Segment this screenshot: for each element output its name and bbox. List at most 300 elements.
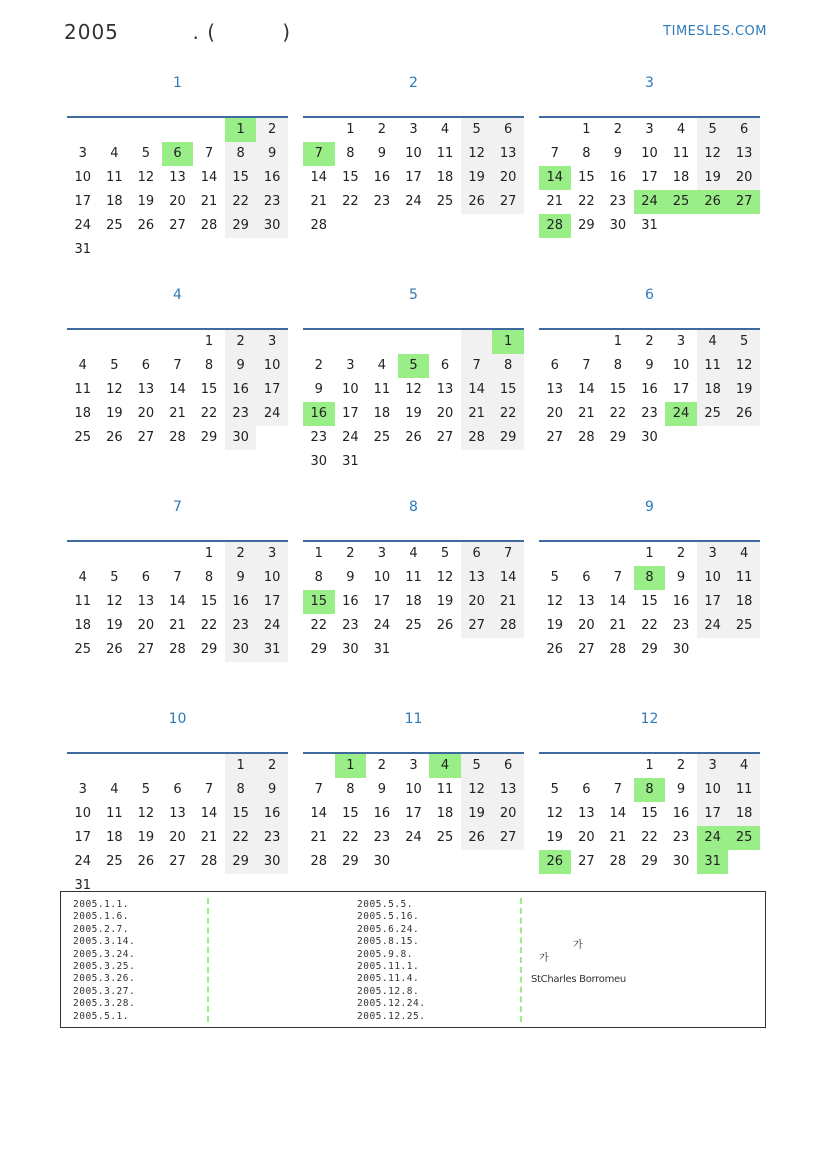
day-cell[interactable]: 29 (578, 218, 595, 233)
day-cell[interactable]: 23 (256, 826, 288, 850)
day-cell[interactable]: 30 (225, 638, 257, 662)
day-cell[interactable]: 26 (728, 402, 760, 426)
day-cell[interactable]: 7 (613, 782, 623, 797)
day-cell[interactable]: 14 (578, 382, 595, 397)
day-cell[interactable]: 1 (204, 546, 214, 561)
day-cell[interactable]: 31 (74, 242, 92, 257)
day-cell[interactable]: 17 (256, 590, 288, 614)
day-cell[interactable]: 10 (405, 782, 422, 797)
day-cell[interactable]: 7 (582, 358, 591, 373)
day-cell[interactable]: 12 (106, 594, 123, 609)
day-cell[interactable]: 16 (641, 382, 658, 397)
day-cell[interactable]: 20 (169, 194, 186, 209)
day-cell[interactable]: 28 (461, 426, 493, 450)
day-cell[interactable]: 14 (169, 594, 186, 609)
day-cell[interactable]: 7 (173, 358, 182, 373)
day-cell[interactable]: 24 (665, 402, 697, 426)
day-cell[interactable]: 27 (461, 614, 493, 638)
day-cell[interactable]: 10 (697, 778, 729, 802)
day-cell[interactable]: 24 (697, 826, 729, 850)
day-cell[interactable]: 25 (373, 430, 391, 445)
day-cell[interactable]: 9 (613, 146, 623, 161)
day-cell[interactable]: 29 (342, 854, 359, 869)
day-cell[interactable]: 27 (492, 190, 524, 214)
day-cell[interactable]: 1 (225, 118, 257, 142)
day-cell[interactable]: 14 (539, 166, 571, 190)
day-cell[interactable]: 24 (342, 430, 359, 445)
day-cell[interactable]: 23 (342, 618, 359, 633)
day-cell[interactable]: 13 (137, 594, 155, 609)
day-cell[interactable]: 7 (314, 782, 323, 797)
day-cell[interactable]: 23 (609, 194, 627, 209)
day-cell[interactable]: 29 (641, 642, 658, 657)
day-cell[interactable]: 21 (492, 590, 524, 614)
day-cell[interactable]: 18 (436, 806, 454, 821)
day-cell[interactable]: 13 (492, 142, 524, 166)
day-cell[interactable]: 11 (672, 146, 690, 161)
day-cell[interactable]: 6 (582, 570, 591, 585)
day-cell[interactable]: 31 (74, 878, 92, 893)
day-cell[interactable]: 17 (697, 802, 729, 826)
day-cell[interactable]: 3 (409, 758, 418, 773)
day-cell[interactable]: 8 (225, 778, 257, 802)
day-cell[interactable]: 25 (728, 614, 760, 638)
day-cell[interactable]: 29 (225, 850, 257, 874)
day-cell[interactable]: 2 (225, 542, 257, 566)
day-cell[interactable]: 15 (342, 170, 359, 185)
day-cell[interactable]: 15 (200, 382, 218, 397)
day-cell[interactable]: 15 (200, 594, 218, 609)
day-cell[interactable]: 18 (728, 802, 760, 826)
day-cell[interactable]: 8 (346, 146, 355, 161)
day-cell[interactable]: 17 (256, 378, 288, 402)
day-cell[interactable]: 2 (676, 758, 686, 773)
day-cell[interactable]: 31 (697, 850, 729, 874)
day-cell[interactable]: 11 (697, 354, 729, 378)
day-cell[interactable]: 27 (169, 854, 186, 869)
day-cell[interactable]: 6 (141, 570, 151, 585)
day-cell[interactable]: 6 (141, 358, 151, 373)
day-cell[interactable]: 30 (641, 430, 658, 445)
day-cell[interactable]: 2 (256, 754, 288, 778)
day-cell[interactable]: 15 (641, 806, 658, 821)
day-cell[interactable]: 10 (405, 146, 422, 161)
day-cell[interactable]: 25 (74, 642, 92, 657)
day-cell[interactable]: 22 (578, 194, 595, 209)
day-cell[interactable]: 14 (609, 806, 627, 821)
day-cell[interactable]: 1 (346, 122, 355, 137)
day-cell[interactable]: 22 (225, 190, 257, 214)
day-cell[interactable]: 19 (405, 406, 422, 421)
day-cell[interactable]: 4 (676, 122, 686, 137)
day-cell[interactable]: 10 (256, 354, 288, 378)
day-cell[interactable]: 21 (546, 194, 564, 209)
day-cell[interactable]: 17 (672, 382, 690, 397)
day-cell[interactable]: 14 (200, 806, 218, 821)
day-cell[interactable]: 19 (436, 594, 454, 609)
day-cell[interactable]: 24 (256, 402, 288, 426)
day-cell[interactable]: 24 (697, 614, 729, 638)
day-cell[interactable]: 5 (440, 546, 450, 561)
day-cell[interactable]: 6 (461, 542, 493, 566)
day-cell[interactable]: 2 (256, 118, 288, 142)
day-cell[interactable]: 26 (461, 826, 493, 850)
day-cell[interactable]: 19 (137, 830, 155, 845)
day-cell[interactable]: 8 (492, 354, 524, 378)
day-cell[interactable]: 25 (436, 194, 454, 209)
day-cell[interactable]: 26 (539, 850, 571, 874)
day-cell[interactable]: 11 (436, 146, 454, 161)
day-cell[interactable]: 4 (697, 330, 729, 354)
day-cell[interactable]: 5 (728, 330, 760, 354)
day-cell[interactable]: 25 (436, 830, 454, 845)
day-cell[interactable]: 26 (436, 618, 454, 633)
day-cell[interactable]: 1 (314, 546, 323, 561)
day-cell[interactable]: 23 (225, 614, 257, 638)
day-cell[interactable]: 16 (373, 170, 391, 185)
day-cell[interactable]: 27 (169, 218, 186, 233)
day-cell[interactable]: 6 (492, 754, 524, 778)
day-cell[interactable]: 13 (137, 382, 155, 397)
day-cell[interactable]: 27 (578, 642, 595, 657)
day-cell[interactable]: 6 (728, 118, 760, 142)
day-cell[interactable]: 19 (461, 802, 493, 826)
day-cell[interactable]: 9 (256, 778, 288, 802)
day-cell[interactable]: 18 (672, 170, 690, 185)
day-cell[interactable]: 5 (550, 782, 559, 797)
day-cell[interactable]: 31 (373, 642, 391, 657)
day-cell[interactable]: 26 (461, 190, 493, 214)
day-cell[interactable]: 21 (609, 830, 627, 845)
day-cell[interactable]: 10 (342, 382, 359, 397)
day-cell[interactable]: 18 (697, 378, 729, 402)
day-cell[interactable]: 15 (609, 382, 627, 397)
day-cell[interactable]: 16 (609, 170, 627, 185)
day-cell[interactable]: 9 (676, 570, 686, 585)
day-cell[interactable]: 15 (225, 166, 257, 190)
day-cell[interactable]: 5 (697, 118, 729, 142)
day-cell[interactable]: 8 (204, 570, 214, 585)
day-cell[interactable]: 4 (429, 754, 461, 778)
day-cell[interactable]: 30 (609, 218, 627, 233)
day-cell[interactable]: 13 (436, 382, 454, 397)
day-cell[interactable]: 9 (645, 358, 654, 373)
day-cell[interactable]: 7 (204, 782, 214, 797)
day-cell[interactable]: 1 (645, 546, 654, 561)
day-cell[interactable]: 23 (641, 406, 658, 421)
day-cell[interactable]: 9 (225, 566, 257, 590)
day-cell[interactable]: 1 (204, 334, 214, 349)
day-cell[interactable]: 8 (204, 358, 214, 373)
day-cell[interactable]: 11 (106, 170, 123, 185)
day-cell[interactable]: 10 (74, 806, 92, 821)
day-cell[interactable]: 27 (137, 642, 155, 657)
day-cell[interactable]: 4 (440, 122, 450, 137)
day-cell[interactable]: 18 (373, 406, 391, 421)
day-cell[interactable]: 20 (169, 830, 186, 845)
day-cell[interactable]: 7 (613, 570, 623, 585)
day-cell[interactable]: 13 (728, 142, 760, 166)
day-cell[interactable]: 27 (728, 190, 760, 214)
day-cell[interactable]: 13 (461, 566, 493, 590)
day-cell[interactable]: 27 (492, 826, 524, 850)
day-cell[interactable]: 23 (672, 618, 690, 633)
day-cell[interactable]: 11 (405, 570, 422, 585)
day-cell[interactable]: 7 (492, 542, 524, 566)
day-cell[interactable]: 3 (256, 330, 288, 354)
day-cell[interactable]: 20 (461, 590, 493, 614)
day-cell[interactable]: 22 (609, 406, 627, 421)
day-cell[interactable]: 22 (641, 830, 658, 845)
day-cell[interactable]: 22 (310, 618, 328, 633)
day-cell[interactable]: 19 (728, 378, 760, 402)
day-cell[interactable]: 18 (728, 590, 760, 614)
day-cell[interactable]: 1 (613, 334, 623, 349)
day-cell[interactable]: 4 (110, 782, 119, 797)
day-cell[interactable]: 12 (546, 594, 564, 609)
day-cell[interactable]: 27 (578, 854, 595, 869)
day-cell[interactable]: 19 (106, 406, 123, 421)
day-cell[interactable]: 15 (342, 806, 359, 821)
day-cell[interactable]: 4 (377, 358, 387, 373)
day-cell[interactable]: 16 (225, 378, 257, 402)
day-cell[interactable]: 2 (377, 758, 387, 773)
day-cell[interactable]: 21 (310, 830, 328, 845)
day-cell[interactable]: 5 (141, 146, 151, 161)
day-cell[interactable]: 19 (546, 618, 564, 633)
day-cell[interactable]: 27 (137, 430, 155, 445)
day-cell[interactable]: 20 (137, 406, 155, 421)
day-cell[interactable]: 20 (492, 166, 524, 190)
day-cell[interactable]: 27 (436, 430, 454, 445)
day-cell[interactable]: 29 (200, 642, 218, 657)
day-cell[interactable]: 24 (373, 618, 391, 633)
day-cell[interactable]: 4 (728, 542, 760, 566)
day-cell[interactable]: 16 (256, 166, 288, 190)
day-cell[interactable]: 21 (169, 618, 186, 633)
day-cell[interactable]: 11 (728, 566, 760, 590)
day-cell[interactable]: 25 (405, 618, 422, 633)
day-cell[interactable]: 16 (373, 806, 391, 821)
day-cell[interactable]: 26 (106, 642, 123, 657)
day-cell[interactable]: 28 (609, 854, 627, 869)
day-cell[interactable]: 30 (672, 854, 690, 869)
day-cell[interactable]: 1 (225, 754, 257, 778)
day-cell[interactable]: 10 (373, 570, 391, 585)
day-cell[interactable]: 11 (728, 778, 760, 802)
day-cell[interactable]: 9 (377, 782, 387, 797)
day-cell[interactable]: 10 (697, 566, 729, 590)
day-cell[interactable]: 26 (697, 190, 729, 214)
day-cell[interactable]: 25 (106, 218, 123, 233)
day-cell[interactable]: 2 (225, 330, 257, 354)
day-cell[interactable]: 1 (335, 754, 367, 778)
day-cell[interactable]: 12 (436, 570, 454, 585)
day-cell[interactable]: 3 (78, 782, 87, 797)
day-cell[interactable]: 9 (676, 782, 686, 797)
day-cell[interactable]: 10 (74, 170, 92, 185)
day-cell[interactable]: 20 (578, 830, 595, 845)
day-cell[interactable]: 17 (74, 830, 92, 845)
day-cell[interactable]: 22 (641, 618, 658, 633)
day-cell[interactable]: 20 (137, 618, 155, 633)
day-cell[interactable]: 20 (546, 406, 564, 421)
day-cell[interactable]: 5 (398, 354, 430, 378)
day-cell[interactable]: 13 (492, 778, 524, 802)
day-cell[interactable]: 12 (546, 806, 564, 821)
day-cell[interactable]: 12 (106, 382, 123, 397)
day-cell[interactable]: 8 (346, 782, 355, 797)
day-cell[interactable]: 29 (492, 426, 524, 450)
day-cell[interactable]: 29 (225, 214, 257, 238)
day-cell[interactable]: 20 (436, 406, 454, 421)
day-cell[interactable]: 14 (169, 382, 186, 397)
day-cell[interactable]: 3 (676, 334, 686, 349)
day-cell[interactable]: 5 (110, 358, 119, 373)
day-cell[interactable]: 21 (200, 830, 218, 845)
day-cell[interactable]: 31 (641, 218, 658, 233)
day-cell[interactable]: 7 (461, 354, 493, 378)
day-cell[interactable]: 26 (405, 430, 422, 445)
day-cell[interactable]: 29 (200, 430, 218, 445)
day-cell[interactable]: 24 (634, 190, 666, 214)
day-cell[interactable]: 15 (578, 170, 595, 185)
day-cell[interactable]: 24 (405, 194, 422, 209)
day-cell[interactable]: 24 (256, 614, 288, 638)
day-cell[interactable]: 9 (346, 570, 355, 585)
day-cell[interactable]: 8 (613, 358, 623, 373)
day-cell[interactable]: 6 (492, 118, 524, 142)
day-cell[interactable]: 13 (546, 382, 564, 397)
day-cell[interactable]: 6 (440, 358, 450, 373)
day-cell[interactable]: 28 (200, 854, 218, 869)
day-cell[interactable]: 21 (310, 194, 328, 209)
day-cell[interactable]: 6 (173, 782, 182, 797)
day-cell[interactable]: 3 (377, 546, 387, 561)
day-cell[interactable]: 12 (728, 354, 760, 378)
day-cell[interactable]: 21 (200, 194, 218, 209)
day-cell[interactable]: 16 (342, 594, 359, 609)
day-cell[interactable]: 30 (256, 214, 288, 238)
day-cell[interactable]: 3 (78, 146, 87, 161)
day-cell[interactable]: 31 (342, 454, 359, 469)
day-cell[interactable]: 2 (613, 122, 623, 137)
day-cell[interactable]: 29 (609, 430, 627, 445)
day-cell[interactable]: 17 (74, 194, 92, 209)
day-cell[interactable]: 11 (436, 782, 454, 797)
day-cell[interactable]: 30 (342, 642, 359, 657)
day-cell[interactable]: 1 (645, 758, 654, 773)
day-cell[interactable]: 16 (672, 806, 690, 821)
day-cell[interactable]: 17 (373, 594, 391, 609)
day-cell[interactable]: 25 (728, 826, 760, 850)
day-cell[interactable]: 18 (436, 170, 454, 185)
day-cell[interactable]: 10 (256, 566, 288, 590)
day-cell[interactable]: 25 (665, 190, 697, 214)
day-cell[interactable]: 5 (461, 754, 493, 778)
day-cell[interactable]: 30 (310, 454, 328, 469)
day-cell[interactable]: 23 (225, 402, 257, 426)
day-cell[interactable]: 10 (672, 358, 690, 373)
day-cell[interactable]: 2 (377, 122, 387, 137)
day-cell[interactable]: 17 (342, 406, 359, 421)
day-cell[interactable]: 28 (609, 642, 627, 657)
day-cell[interactable]: 2 (314, 358, 323, 373)
day-cell[interactable]: 14 (609, 594, 627, 609)
day-cell[interactable]: 28 (310, 854, 328, 869)
day-cell[interactable]: 13 (169, 170, 186, 185)
day-cell[interactable]: 5 (110, 570, 119, 585)
day-cell[interactable]: 16 (672, 594, 690, 609)
day-cell[interactable]: 24 (74, 854, 92, 869)
day-cell[interactable]: 25 (697, 402, 729, 426)
day-cell[interactable]: 19 (106, 618, 123, 633)
day-cell[interactable]: 16 (256, 802, 288, 826)
day-cell[interactable]: 4 (78, 570, 87, 585)
day-cell[interactable]: 26 (137, 218, 155, 233)
day-cell[interactable]: 30 (672, 642, 690, 657)
day-cell[interactable]: 28 (169, 642, 186, 657)
day-cell[interactable]: 9 (314, 382, 323, 397)
day-cell[interactable]: 7 (303, 142, 335, 166)
day-cell[interactable]: 9 (377, 146, 387, 161)
day-cell[interactable]: 18 (74, 618, 92, 633)
day-cell[interactable]: 13 (578, 806, 595, 821)
day-cell[interactable]: 12 (461, 778, 493, 802)
day-cell[interactable]: 11 (74, 382, 92, 397)
day-cell[interactable]: 19 (697, 166, 729, 190)
day-cell[interactable]: 21 (169, 406, 186, 421)
day-cell[interactable]: 18 (106, 830, 123, 845)
day-cell[interactable]: 20 (492, 802, 524, 826)
day-cell[interactable]: 4 (78, 358, 87, 373)
day-cell[interactable]: 15 (225, 802, 257, 826)
day-cell[interactable]: 21 (461, 402, 493, 426)
day-cell[interactable]: 11 (373, 382, 391, 397)
day-cell[interactable]: 16 (303, 402, 335, 426)
day-cell[interactable]: 5 (461, 118, 493, 142)
day-cell[interactable]: 17 (641, 170, 658, 185)
day-cell[interactable]: 23 (373, 194, 391, 209)
day-cell[interactable]: 17 (697, 590, 729, 614)
day-cell[interactable]: 30 (225, 426, 257, 450)
day-cell[interactable]: 28 (169, 430, 186, 445)
day-cell[interactable]: 20 (578, 618, 595, 633)
day-cell[interactable]: 23 (672, 830, 690, 845)
day-cell[interactable]: 23 (310, 430, 328, 445)
day-cell[interactable]: 21 (609, 618, 627, 633)
day-cell[interactable]: 7 (550, 146, 559, 161)
day-cell[interactable]: 14 (200, 170, 218, 185)
day-cell[interactable]: 5 (550, 570, 559, 585)
day-cell[interactable]: 14 (310, 806, 328, 821)
day-cell[interactable]: 31 (256, 638, 288, 662)
day-cell[interactable]: 9 (256, 142, 288, 166)
day-cell[interactable]: 3 (697, 754, 729, 778)
day-cell[interactable]: 27 (546, 430, 564, 445)
day-cell[interactable]: 19 (461, 166, 493, 190)
day-cell[interactable]: 6 (162, 142, 194, 166)
day-cell[interactable]: 30 (373, 854, 391, 869)
day-cell[interactable]: 17 (405, 170, 422, 185)
day-cell[interactable]: 8 (634, 566, 666, 590)
day-cell[interactable]: 29 (310, 642, 328, 657)
day-cell[interactable]: 12 (461, 142, 493, 166)
day-cell[interactable]: 15 (492, 378, 524, 402)
day-cell[interactable]: 19 (546, 830, 564, 845)
day-cell[interactable]: 22 (342, 830, 359, 845)
day-cell[interactable]: 14 (492, 566, 524, 590)
